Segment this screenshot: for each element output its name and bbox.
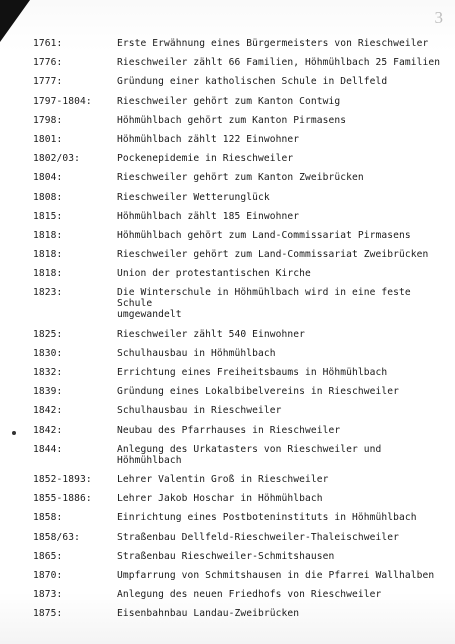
chronology-entry [33, 348, 443, 359]
entry-text: Höhmühlbach gehört zum Land-Commissariat Pirmasens [117, 229, 411, 241]
entry-text: Rieschweiler zählt 66 Familien, Höhmühlbach 25 Familien [117, 57, 441, 69]
chronology-entry [33, 134, 443, 145]
entry-year: 1839: [33, 386, 63, 398]
entry-text: Pockenepidemie in Rieschweiler [117, 153, 294, 165]
entry-year: 1808: [33, 191, 63, 203]
chronology-entry [33, 230, 443, 241]
entry-text: Umpfarrung von Schmitshausen in die Pfarrei Wallhalben [117, 569, 435, 581]
chronology-entry [33, 367, 443, 378]
entry-text: Schulhausbau in Höhmühlbach [117, 347, 276, 359]
chronology-entry [33, 153, 443, 164]
entry-text: Straßenbau Dellfeld-Rieschweiler-Thaleischweiler [117, 531, 400, 543]
chronology-entry [33, 115, 443, 126]
chronology-entry [33, 38, 443, 49]
chronology-entry [33, 249, 443, 260]
entry-text: Rieschweiler gehört zum Kanton Contwig [117, 95, 341, 107]
entry-text: Erste Erwähnung eines Bürgermeisters von Rieschweiler [117, 38, 429, 49]
chronology-entry [33, 493, 443, 504]
entry-text: Rieschweiler gehört zum Land-Commissariat Zweibrücken [117, 249, 429, 261]
entry-text: Neubau des Pfarrhauses in Rieschweiler [117, 424, 341, 436]
entry-year: 1797-1804: [33, 95, 92, 107]
entry-year: 1852-1893: [33, 473, 92, 485]
entry-year: 1802/03: [33, 153, 81, 165]
entry-year: 1815: [33, 210, 63, 222]
entry-year: 1776: [33, 57, 63, 69]
entry-text: Rieschweiler gehört zum Kanton Zweibrücken [117, 172, 364, 184]
entry-text: Union der protestantischen Kirche [117, 268, 311, 280]
chronology-entry [33, 172, 443, 183]
entry-year: 1825: [33, 328, 63, 340]
entry-text: Straßenbau Rieschweiler-Schmitshausen [117, 550, 335, 562]
entry-year: 1832: [33, 367, 63, 378]
entry-year: 1818: [33, 249, 63, 261]
chronology-entry [33, 474, 443, 485]
chronology-entry [33, 386, 443, 397]
entry-year: 1873: [33, 589, 63, 601]
entry-year: 1761: [33, 38, 63, 49]
chronology-entry [33, 444, 443, 466]
entry-year: 1823: [33, 287, 63, 299]
entry-text: Höhmühlbach gehört zum Kanton Pirmasens [117, 114, 347, 126]
chronology-entry [33, 192, 443, 203]
entry-text: Die Winterschule in Höhmühlbach wird in eine feste Schule umgewandelt [117, 287, 411, 321]
entry-text: Anlegung des Urkatasters von Rieschweiler und Höhmühlbach [117, 443, 388, 466]
chronology-entry [33, 425, 443, 436]
entry-year: 1844: [33, 443, 63, 455]
page-number: 3 [434, 8, 443, 27]
entry-year: 1830: [33, 347, 63, 359]
entry-text: Errichtung eines Freiheitsbaums in Höhmühlbach [117, 367, 388, 378]
chronology-entry [33, 551, 443, 562]
entry-year: 1777: [33, 76, 63, 88]
entry-text: Eisenbahnbau Landau-Zweibrücken [117, 608, 300, 620]
chronology-entry [33, 287, 443, 320]
entry-text: Höhmühlbach zählt 185 Einwohner [117, 210, 300, 222]
chronology-entry [33, 405, 443, 416]
entry-year: 1842: [33, 424, 63, 436]
chronology-entry [33, 96, 443, 107]
entry-year: 1818: [33, 268, 63, 280]
chronology-entry [33, 570, 443, 581]
entry-year: 1858/63: [33, 531, 81, 543]
entry-text: Schulhausbau in Rieschweiler [117, 405, 282, 417]
entry-year: 1798: [33, 114, 63, 126]
entry-year: 1858: [33, 512, 63, 524]
chronology-entry [33, 532, 443, 543]
entry-year: 1870: [33, 569, 63, 581]
entry-text: Lehrer Valentin Groß in Rieschweiler [117, 473, 329, 485]
chronology-entry [33, 76, 443, 87]
chronology-entry [33, 329, 443, 340]
entry-year: 1865: [33, 550, 63, 562]
chronology-entry [33, 512, 443, 523]
chronology-list [33, 38, 443, 627]
entry-year: 1801: [33, 133, 63, 145]
entry-text: Höhmühlbach zählt 122 Einwohner [117, 133, 300, 145]
entry-text: Lehrer Jakob Hoschar in Höhmühlbach [117, 493, 323, 505]
punch-mark [12, 431, 16, 435]
entry-text: Rieschweiler Wetterunglück [117, 191, 270, 203]
chronology-entry [33, 211, 443, 222]
chronology-entry [33, 589, 443, 600]
entry-year: 1875: [33, 608, 63, 620]
entry-year: 1804: [33, 172, 63, 184]
entry-text: Einrichtung eines Postboteninstituts in Höhmühlbach [117, 512, 417, 524]
entry-text: Rieschweiler zählt 540 Einwohner [117, 328, 306, 340]
entry-text: Gründung einer katholischen Schule in Dellfeld [117, 76, 388, 88]
chronology-entry [33, 57, 443, 68]
entry-year: 1842: [33, 405, 63, 417]
chronology-entry [33, 608, 443, 619]
entry-text: Anlegung des neuen Friedhofs von Rieschweiler [117, 589, 382, 601]
chronology-entry [33, 268, 443, 279]
scan-corner-shadow [0, 0, 30, 42]
entry-text: Gründung eines Lokalbibelvereins in Rieschweiler [117, 386, 400, 398]
entry-year: 1855-1886: [33, 493, 92, 505]
entry-year: 1818: [33, 229, 63, 241]
